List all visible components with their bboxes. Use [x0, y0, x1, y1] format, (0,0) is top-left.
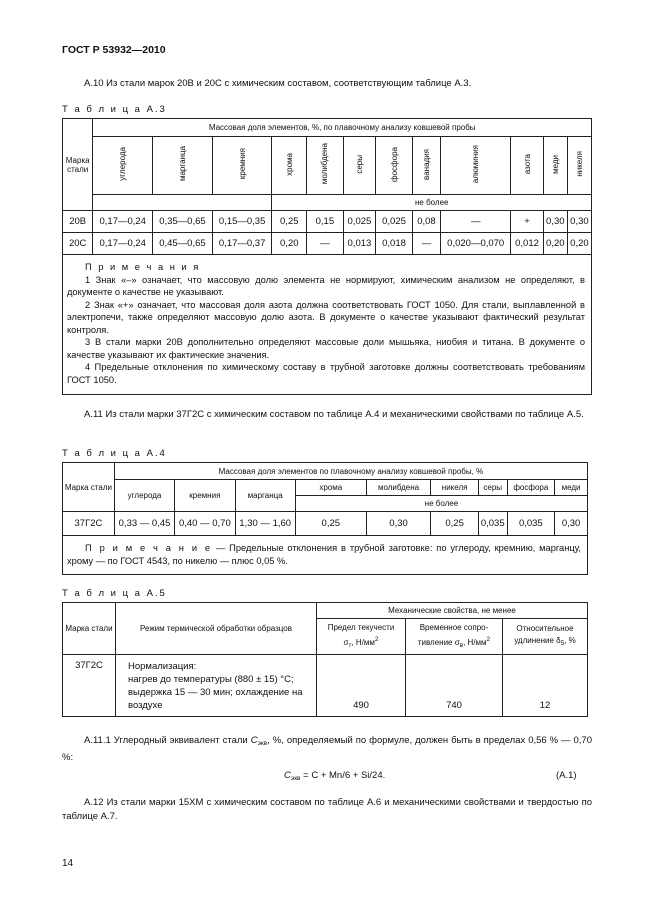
p-a111-text2: , %, определяемый по формуле, должен быть в пределах 0,56 % — 0,70 %: [62, 735, 592, 763]
t3-note: 1 Знак «–» означает, что массовую долю элемента не нормируют, химическим анализом не определяют, в документе о качестве не указывают. [67, 274, 585, 297]
t3-col-header: фосфора [389, 146, 399, 182]
t4-col-header: меди [555, 480, 588, 496]
table-row [63, 211, 592, 233]
table-cell: — [412, 233, 440, 255]
paragraph-a11-1 [62, 734, 592, 765]
t5-col-tensile-unit: , Н/мм [463, 637, 487, 647]
table-a5-caption: Т а б л и ц а А.5 [62, 588, 167, 599]
t3-col-header: углерода [118, 147, 128, 181]
table-cell: 0,17—0,24 [93, 233, 153, 255]
t3-ne-bolee: не более [272, 195, 592, 211]
paragraph-a11: А.11 Из стали марки 37Г2С с химическим составом по таблице А.4 и механическими свойствами по таблице А.5. [84, 409, 584, 420]
table-a3 [62, 118, 592, 395]
t3-col-header: марганца [177, 146, 187, 182]
t5-mode-line: воздухе [128, 700, 163, 711]
table-cell: 740 [406, 655, 503, 717]
table-cell: 0,25 [431, 512, 479, 536]
t5-col-yield [317, 619, 406, 655]
table-cell: 0,20 [543, 233, 567, 255]
t5-col-yield-sup: 2 [374, 635, 379, 643]
document-header: ГОСТ Р 53932—2010 [62, 44, 166, 56]
t5-col-elongation-unit: , % [564, 636, 576, 645]
table-cell: 0,17—0,24 [93, 211, 153, 233]
table-cell: 1,30 — 1,60 [235, 512, 295, 536]
table-row [63, 512, 588, 536]
t5-col-yield-unit: , Н/мм [351, 637, 375, 647]
t4-col-header: марганца [235, 480, 295, 512]
table-cell: 0,30 [543, 211, 567, 233]
table-cell: 0,30 [567, 211, 591, 233]
t3-col-header: ванадия [421, 148, 431, 180]
t5-mode-header: Режим термической обработки образцов [116, 603, 317, 655]
table-cell: 0,45—0,65 [153, 233, 213, 255]
formula-lhs: С [284, 770, 291, 781]
t5-col-yield-sub: т [348, 641, 352, 649]
table-cell: 0,15 [307, 211, 344, 233]
t4-ne-bolee: не более [295, 496, 587, 512]
t4-group-header: Массовая доля элементов по плавочному анализу ковшевой пробы, % [114, 463, 587, 480]
table-cell: 0,17—0,37 [212, 233, 272, 255]
t5-group-header: Механические свойства, не менее [317, 603, 588, 619]
t3-col-header: меди [550, 154, 560, 174]
table-cell: 0,35—0,65 [153, 211, 213, 233]
table-cell: 0,33 — 0,45 [114, 512, 174, 536]
p-a111-sub: экв [257, 740, 268, 747]
formula [284, 770, 385, 782]
t3-col-header: хрома [284, 152, 294, 176]
t5-col-elongation-line1: Относительное [516, 624, 574, 633]
t3-note: 4 Предельные отклонения по химическому составу в трубной заготовке должны соответствовать требованиям ГОСТ 1050. [67, 362, 585, 385]
table-row [63, 655, 588, 717]
table-cell: — [441, 211, 511, 233]
table-a5 [62, 602, 588, 717]
t4-col-header: фосфора [507, 480, 555, 496]
t3-note: 2 Знак «+» означает, что массовая доля азота должна соответствовать ГОСТ 1050. Для стали, выплавленной в электропечи, также определяют массовую долю азота. В документе о качестве указывают фактический результат контроля. [67, 299, 585, 335]
t5-col-elongation-delta: удлинение δ [514, 636, 561, 645]
table-cell: 0,035 [507, 512, 555, 536]
formula-sub: экв [290, 775, 301, 782]
p-a111-c: С [250, 735, 258, 746]
t5-mode-line: Нормализация: [128, 661, 197, 672]
table-cell: 490 [317, 655, 406, 717]
p-a111-text1: А.11.1 Углеродный эквивалент стали [84, 735, 251, 746]
t3-col-header: азота [522, 153, 532, 175]
t3-col-header: никеля [574, 151, 584, 177]
t5-col-tensile-sub: в [459, 641, 464, 649]
table-cell: 0,035 [478, 512, 507, 536]
t4-col-header: серы [478, 480, 507, 496]
table-row [63, 233, 592, 255]
t3-col-header: молибдена [320, 143, 330, 185]
table-cell: 0,30 [555, 512, 588, 536]
t5-col-elongation-sub: 5 [560, 640, 565, 647]
t5-mode-line: нагрев до температуры (880 ± 15) °С; [128, 674, 294, 685]
t5-col-yield-line1: Предел текучести [327, 622, 395, 632]
t5-col-tensile-line1: Временное сопро- [419, 622, 489, 632]
paragraph-a12: А.12 Из стали марки 15ХМ с химическим составом по таблице А.6 и механическими свойствами и твердостью по таблице А.7. [62, 797, 592, 822]
t5-col-tensile-sup: 2 [486, 635, 491, 643]
table-cell: + [511, 211, 543, 233]
table-cell: 0,020—0,070 [441, 233, 511, 255]
table-cell: 0,20 [567, 233, 591, 255]
t5-row-mode [116, 655, 317, 717]
t5-col-tensile [406, 619, 503, 655]
t4-note [63, 536, 588, 575]
table-cell: 0,30 [366, 512, 431, 536]
paragraph-a10: А.10 Из стали марок 20В и 20С с химическим составом, соответствующим таблице А.3. [84, 78, 472, 89]
t3-group-header: Массовая доля элементов, %, по плавочному анализу ковшевой пробы [93, 119, 592, 137]
table-cell: 0,018 [376, 233, 413, 255]
table-cell: 0,025 [376, 211, 413, 233]
table-a4-caption: Т а б л и ц а А.4 [62, 448, 167, 459]
t3-marka-header: Марка стали [63, 119, 93, 211]
t4-col-header: хрома [295, 480, 366, 496]
table-cell: — [307, 233, 344, 255]
t4-row-name: 37Г2С [63, 512, 115, 536]
t3-col-header: алюминия [471, 144, 481, 184]
table-cell: 0,25 [272, 211, 307, 233]
t3-notes [63, 255, 592, 395]
page-number: 14 [62, 858, 74, 869]
table-cell: 0,40 — 0,70 [175, 512, 235, 536]
t4-col-header: молибдена [366, 480, 431, 496]
t4-col-header: кремния [175, 480, 235, 512]
t4-col-header: никеля [431, 480, 479, 496]
t5-col-elongation [503, 619, 588, 655]
t3-notes-title: П р и м е ч а н и я [85, 262, 201, 272]
t4-marka-header: Марка стали [63, 463, 115, 512]
t3-col-header: серы [354, 154, 364, 174]
t5-col-tensile-sigma: тивление σ [417, 637, 460, 647]
table-cell: 0,25 [295, 512, 366, 536]
table-cell: 0,20 [272, 233, 307, 255]
table-cell: 0,013 [343, 233, 375, 255]
t3-row-name: 20В [63, 211, 93, 233]
t3-note: 3 В стали марки 20В дополнительно определяют массовые доли мышьяка, ниобия и титана. В документе о качестве указывают их фактические значения. [67, 337, 585, 360]
formula-number: (А.1) [556, 770, 577, 781]
formula-rhs: = C + Mn/6 + Si/24. [300, 770, 386, 781]
t5-mode-line: выдержка 15 — 30 мин; охлаждение на [128, 687, 303, 698]
t4-note-label: П р и м е ч а н и е [85, 543, 213, 553]
t3-col-header: кремния [237, 148, 247, 180]
t5-row-name: 37Г2С [63, 655, 116, 717]
table-a4 [62, 462, 588, 575]
table-cell: 0,012 [511, 233, 543, 255]
t4-col-header: углерода [114, 480, 174, 512]
t5-marka-header: Марка стали [63, 603, 116, 655]
t4-note-text: — Предельные отклонения в трубной заготовке: по углероду, кремнию, марганцу, хрому — по ГОСТ 4543, по никелю — плюс 0,05 %. [67, 543, 581, 566]
t3-element-headers [63, 137, 592, 195]
table-cell: 0,025 [343, 211, 375, 233]
table-cell: 0,08 [412, 211, 440, 233]
t3-row-name: 20С [63, 233, 93, 255]
table-cell: 0,15—0,35 [212, 211, 272, 233]
table-cell: 12 [503, 655, 588, 717]
table-a3-caption: Т а б л и ц а А.3 [62, 104, 167, 115]
t5-col-yield-sigma: σ [343, 637, 349, 647]
